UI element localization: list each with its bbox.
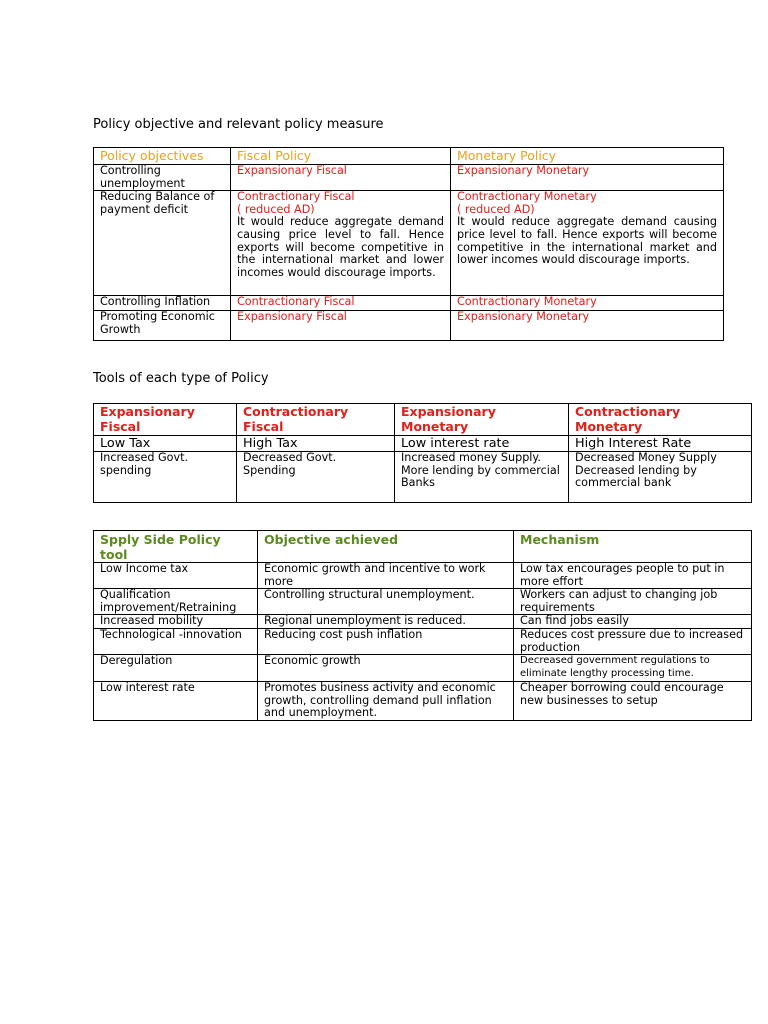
tool-cell: Decreased Govt. Spending bbox=[237, 452, 395, 503]
header-monetary-policy: Monetary Policy bbox=[451, 148, 724, 165]
policy-tools-table bbox=[93, 403, 752, 503]
tool-cell: Low Tax bbox=[94, 436, 237, 452]
policy-objective-table bbox=[93, 147, 724, 341]
table-row bbox=[94, 452, 752, 503]
objective-cell: Promoting Economic Growth bbox=[94, 311, 231, 341]
tool-cell: Increased Govt. spending bbox=[94, 452, 237, 503]
section1-title: Policy objective and relevant policy measure bbox=[93, 117, 384, 132]
table-row bbox=[94, 436, 752, 452]
header-expansionary-fiscal: Expansionary Fiscal bbox=[94, 404, 237, 436]
mechanism-cell: Cheaper borrowing could encourage new businesses to setup bbox=[514, 682, 752, 721]
header-policy-objectives: Policy objectives bbox=[94, 148, 231, 165]
monetary-cell: Contractionary Monetary bbox=[451, 296, 724, 311]
fiscal-cell: Contractionary Fiscal bbox=[231, 296, 451, 311]
tool-cell: Qualification improvement/Retraining bbox=[94, 589, 258, 615]
table-header-row bbox=[94, 148, 724, 165]
header-contractionary-monetary: Contractionary Monetary bbox=[569, 404, 752, 436]
objective-cell: Economic growth bbox=[258, 655, 514, 682]
table-header-row bbox=[94, 531, 752, 563]
objective-cell: Promotes business activity and economic growth, controlling demand pull inflation and unemployment. bbox=[258, 682, 514, 721]
monetary-cell: Expansionary Monetary bbox=[451, 165, 724, 191]
mechanism-cell: Workers can adjust to changing job requirements bbox=[514, 589, 752, 615]
tool-cell: Low Income tax bbox=[94, 563, 258, 589]
header-fiscal-policy: Fiscal Policy bbox=[231, 148, 451, 165]
fiscal-measure: Contractionary Fiscal bbox=[237, 190, 355, 204]
mechanism-cell: Decreased government regulations to eliminate lengthy processing time. bbox=[514, 655, 752, 682]
objective-cell: Regional unemployment is reduced. bbox=[258, 615, 514, 629]
table-row bbox=[94, 615, 752, 629]
fiscal-note: It would reduce aggregate demand causing price level to fall. Hence exports will become competitive in the international market and lower incomes would discourage imports. bbox=[237, 215, 444, 279]
monetary-measure: Contractionary Monetary bbox=[457, 190, 597, 204]
table-row bbox=[94, 589, 752, 615]
monetary-cell: Expansionary Monetary bbox=[451, 311, 724, 341]
tool-cell: Increased mobility bbox=[94, 615, 258, 629]
table-row bbox=[94, 191, 724, 296]
supply-side-table bbox=[93, 530, 752, 721]
tool-cell: Increased money Supply. More lending by commercial Banks bbox=[395, 452, 569, 503]
monetary-cell bbox=[451, 191, 724, 296]
objective-cell: Economic growth and incentive to work more bbox=[258, 563, 514, 589]
fiscal-cell bbox=[231, 191, 451, 296]
table-row bbox=[94, 628, 752, 654]
tool-cell: High Tax bbox=[237, 436, 395, 452]
tool-cell: Low interest rate bbox=[94, 682, 258, 721]
monetary-note: It would reduce aggregate demand causing price level to fall. Hence exports will become competitive in the international market and lower incomes would discourage imports. bbox=[457, 215, 717, 267]
header-supply-side-tool: Spply Side Policy tool bbox=[94, 531, 258, 563]
fiscal-cell: Expansionary Fiscal bbox=[231, 165, 451, 191]
table-row bbox=[94, 311, 724, 341]
section2-title: Tools of each type of Policy bbox=[93, 371, 269, 386]
tool-cell: Low interest rate bbox=[395, 436, 569, 452]
tool-cell: High Interest Rate bbox=[569, 436, 752, 452]
header-contractionary-fiscal: Contractionary Fiscal bbox=[237, 404, 395, 436]
mechanism-cell: Low tax encourages people to put in more effort bbox=[514, 563, 752, 589]
header-expansionary-monetary: Expansionary Monetary bbox=[395, 404, 569, 436]
fiscal-cell: Expansionary Fiscal bbox=[231, 311, 451, 341]
objective-cell: Reducing Balance of payment deficit bbox=[94, 191, 231, 296]
mechanism-cell: Can find jobs easily bbox=[514, 615, 752, 629]
table-header-row bbox=[94, 404, 752, 436]
objective-cell: Controlling unemployment bbox=[94, 165, 231, 191]
objective-cell: Reducing cost push inflation bbox=[258, 628, 514, 654]
tool-cell: Deregulation bbox=[94, 655, 258, 682]
monetary-measure-sub: ( reduced AD) bbox=[457, 202, 535, 216]
mechanism-cell: Reduces cost pressure due to increased production bbox=[514, 628, 752, 654]
table-row bbox=[94, 682, 752, 721]
table-row bbox=[94, 296, 724, 311]
table-row bbox=[94, 165, 724, 191]
tool-cell: Decreased Money Supply Decreased lending by commercial bank bbox=[569, 452, 752, 503]
objective-cell: Controlling Inflation bbox=[94, 296, 231, 311]
header-mechanism: Mechanism bbox=[514, 531, 752, 563]
fiscal-measure-sub: ( reduced AD) bbox=[237, 202, 315, 216]
table-row bbox=[94, 655, 752, 682]
objective-cell: Controlling structural unemployment. bbox=[258, 589, 514, 615]
tool-cell: Technological -innovation bbox=[94, 628, 258, 654]
table-row bbox=[94, 563, 752, 589]
header-objective-achieved: Objective achieved bbox=[258, 531, 514, 563]
